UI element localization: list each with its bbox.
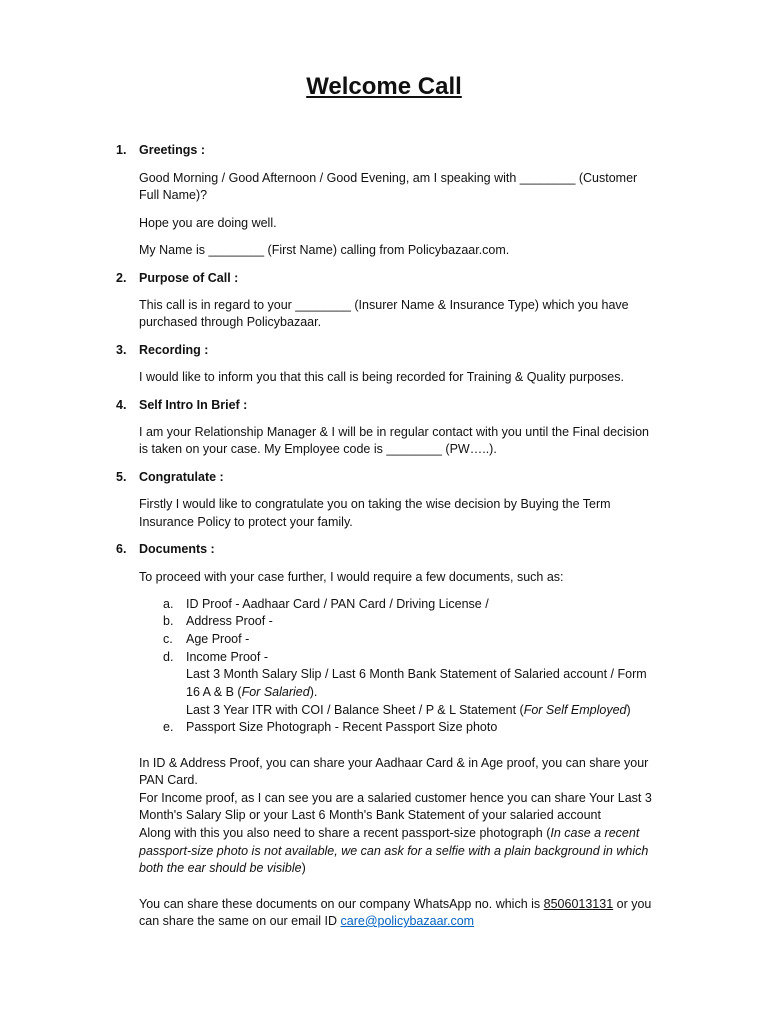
paragraph: I would like to inform you that this call is being recorded for Training & Quality purposes.: [139, 370, 624, 384]
closing-line: For Income proof, as I can see you are a salaried customer hence you can share Your Last 3: [139, 791, 652, 805]
list-marker: e.: [163, 720, 174, 734]
closing-line: PAN Card.: [139, 773, 198, 787]
closing-line: Month's Salary Slip or your Last 6 Month's Bank Statement of your salaried account: [139, 808, 601, 822]
paragraph: purchased through Policybazaar.: [139, 315, 322, 329]
paragraph: Good Morning / Good Afternoon / Good Evening, am I speaking with ________ (Customer: [139, 171, 638, 185]
closing-line-email: can share the same on our email ID care@policybazaar.com: [139, 914, 475, 928]
section-heading-self-intro: Self Intro In Brief :: [139, 398, 248, 412]
paragraph: To proceed with your case further, I would require a few documents, such as:: [139, 570, 564, 584]
section-number: 6.: [116, 542, 127, 556]
section-heading-greetings: Greetings :: [139, 143, 205, 157]
list-item-age-proof: Age Proof -: [186, 632, 250, 646]
list-marker: a.: [163, 597, 174, 611]
page-title: Welcome Call: [306, 73, 462, 100]
paragraph: is taken on your case. My Employee code is ________ (PW…..).: [139, 442, 497, 456]
closing-line: Along with this you also need to share a recent passport-size photograph (In case a recent: [139, 826, 640, 840]
paragraph: Hope you are doing well.: [139, 216, 277, 230]
list-marker: d.: [163, 650, 174, 664]
list-item-id-proof: ID Proof - Aadhaar Card / PAN Card / Driving License /: [186, 597, 489, 611]
list-item-income-proof: Income Proof -: [186, 650, 268, 664]
section-heading-documents: Documents :: [139, 542, 215, 556]
closing-line: passport-size photo is not available, we can ask for a selfie with a plain background in which: [139, 844, 649, 858]
section-heading-purpose: Purpose of Call :: [139, 271, 239, 285]
paragraph: I am your Relationship Manager & I will be in regular contact with you until the Final decision: [139, 425, 649, 439]
closing-line: In ID & Address Proof, you can share your Aadhaar Card & in Age proof, you can share your: [139, 756, 649, 770]
list-item-address-proof: Address Proof -: [186, 614, 273, 628]
paragraph: My Name is ________ (First Name) calling from Policybazaar.com.: [139, 243, 510, 257]
list-marker: c.: [163, 632, 173, 646]
section-number: 1.: [116, 143, 127, 157]
closing-line-whatsapp: You can share these documents on our company WhatsApp no. which is 8506013131 or you: [139, 897, 652, 911]
income-detail-self-employed: Last 3 Year ITR with COI / Balance Sheet / P & L Statement (For Self Employed): [186, 703, 631, 717]
section-number: 3.: [116, 343, 127, 357]
closing-line: both the ear should be visible): [139, 861, 306, 875]
income-detail-salaried: Last 3 Month Salary Slip / Last 6 Month Bank Statement of Salaried account / Form: [186, 667, 647, 681]
paragraph: Insurance Policy to protect your family.: [139, 515, 353, 529]
list-item-passport-photo: Passport Size Photograph - Recent Passport Size photo: [186, 720, 498, 734]
section-heading-congratulate: Congratulate :: [139, 470, 224, 484]
paragraph: Firstly I would like to congratulate you on taking the wise decision by Buying the Term: [139, 497, 611, 511]
paragraph: This call is in regard to your ________ (Insurer Name & Insurance Type) which you have: [139, 298, 629, 312]
section-heading-recording: Recording :: [139, 343, 209, 357]
paragraph: Full Name)?: [139, 188, 208, 202]
whatsapp-number: 8506013131: [543, 897, 614, 911]
section-number: 4.: [116, 398, 127, 412]
email-link[interactable]: care@policybazaar.com: [340, 914, 475, 928]
list-marker: b.: [163, 614, 174, 628]
income-detail-salaried-cont: 16 A & B (For Salaried).: [186, 685, 318, 699]
section-number: 2.: [116, 271, 127, 285]
section-number: 5.: [116, 470, 127, 484]
